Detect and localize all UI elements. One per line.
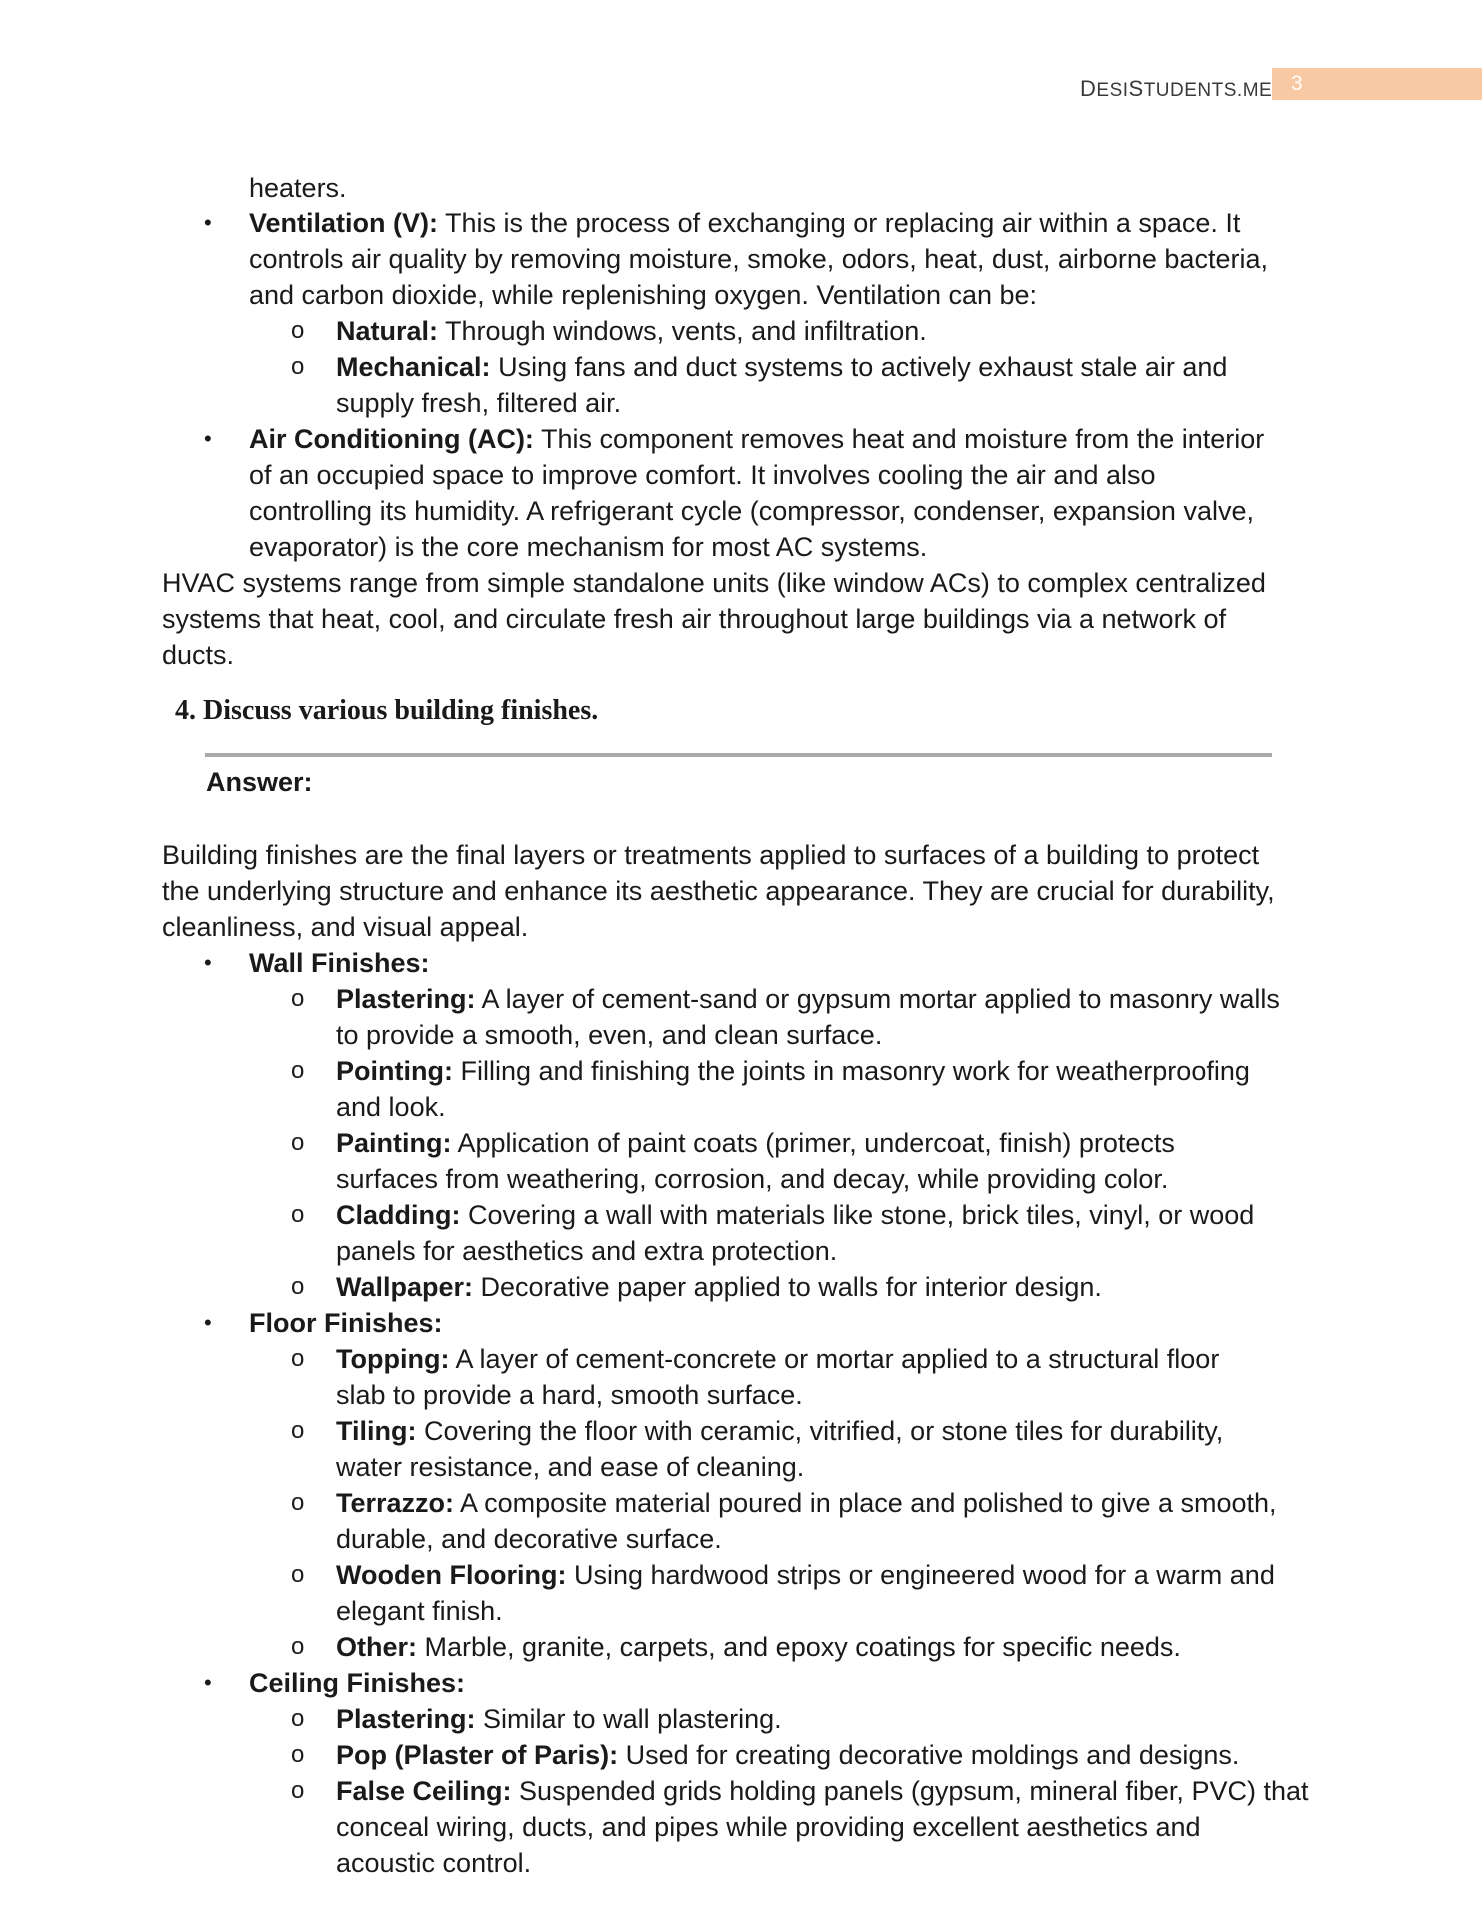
text-line: Building finishes are the final layers or treatments applied to surfaces of a building to protect	[162, 840, 1260, 870]
text-span: Decorative paper applied to walls for interior design.	[473, 1272, 1102, 1302]
text-span: Suspended grids holding panels (gypsum, mineral fiber, PVC) that	[511, 1776, 1309, 1806]
sub-bullet-marker: o	[291, 1201, 305, 1228]
text-line: elegant finish.	[336, 1596, 503, 1626]
sub-bullet-marker: o	[291, 1489, 305, 1516]
text-span: Using fans and duct systems to actively exhaust stale air and	[490, 352, 1228, 382]
text-span: Used for creating decorative moldings and designs.	[618, 1740, 1240, 1770]
text-span: This component removes heat and moisture from the interior	[533, 424, 1265, 454]
sub-bullet-marker: o	[291, 1705, 305, 1732]
text-span: A layer of cement-concrete or mortar applied to a structural floor	[449, 1344, 1220, 1374]
terrazzo-title: Terrazzo:	[336, 1488, 455, 1518]
topping-title: Topping:	[336, 1344, 450, 1374]
bullet-marker: •	[204, 426, 212, 451]
text-span: Through windows, vents, and infiltration.	[438, 316, 927, 346]
text-line: acoustic control.	[336, 1848, 532, 1878]
text-line: conceal wiring, ducts, and pipes while providing excellent aesthetics and	[336, 1812, 1201, 1842]
text-span: Covering the floor with ceramic, vitrified, or stone tiles for durability,	[416, 1416, 1224, 1446]
ac-line	[249, 421, 1264, 457]
divider	[205, 753, 1272, 757]
wall-finishes-heading	[249, 945, 430, 981]
pointing-title: Pointing:	[336, 1056, 453, 1086]
sub-bullet-marker: o	[291, 1057, 305, 1084]
plastering-title: Plastering:	[336, 984, 476, 1014]
text-line: to provide a smooth, even, and clean surface.	[336, 1020, 883, 1050]
site-name-part-1: ESI	[1096, 80, 1129, 101]
ac-title: Air Conditioning (AC):	[249, 424, 534, 454]
text-line: cleanliness, and visual appeal.	[162, 912, 529, 942]
pop-title: Pop (Plaster of Paris):	[336, 1740, 619, 1770]
text-line: controlling its humidity. A refrigerant cycle (compressor, condenser, expansion valve,	[249, 496, 1254, 526]
pointing-line	[336, 1053, 1250, 1089]
text-span: This is the process of exchanging or replacing air within a space. It	[438, 208, 1241, 238]
bullet-marker: •	[204, 210, 212, 235]
sub-bullet-marker: o	[291, 1129, 305, 1156]
topping-line	[336, 1341, 1219, 1377]
text-line: ducts.	[162, 640, 235, 670]
text-line: surfaces from weathering, corrosion, and decay, while providing color.	[336, 1164, 1169, 1194]
sub-bullet-marker: o	[291, 1741, 305, 1768]
terrazzo-line	[336, 1485, 1277, 1521]
sub-bullet-marker: o	[291, 985, 305, 1012]
text-line: controls air quality by removing moisture, smoke, odors, heat, dust, airborne bacteria,	[249, 244, 1268, 274]
false-ceiling-title: False Ceiling:	[336, 1776, 512, 1806]
text-span: Marble, granite, carpets, and epoxy coatings for specific needs.	[417, 1632, 1181, 1662]
text-line: supply fresh, filtered air.	[336, 388, 622, 418]
text-line: and carbon dioxide, while replenishing oxygen. Ventilation can be:	[249, 280, 1038, 310]
bullet-marker: •	[204, 950, 212, 975]
site-name-initial-1: D	[1080, 76, 1097, 101]
text-line: systems that heat, cool, and circulate fresh air throughout large buildings via a network of	[162, 604, 1227, 634]
text-line: heaters.	[249, 173, 347, 203]
page-number-tab	[1272, 68, 1482, 100]
sub-bullet-marker: o	[291, 1561, 305, 1588]
wallpaper-line	[336, 1269, 1102, 1305]
ceiling-plastering-line	[336, 1701, 782, 1737]
other-line	[336, 1629, 1181, 1665]
tiling-title: Tiling:	[336, 1416, 417, 1446]
ceiling-finishes-title: Ceiling Finishes:	[249, 1668, 466, 1698]
ventilation-line	[249, 205, 1240, 241]
text-span: Similar to wall plastering.	[475, 1704, 782, 1734]
text-line: water resistance, and ease of cleaning.	[336, 1452, 805, 1482]
text-line: panels for aesthetics and extra protection.	[336, 1236, 838, 1266]
floor-finishes-title: Floor Finishes:	[249, 1308, 443, 1338]
text-line: and look.	[336, 1092, 446, 1122]
painting-title: Painting:	[336, 1128, 452, 1158]
bullet-marker: •	[204, 1310, 212, 1335]
painting-line	[336, 1125, 1175, 1161]
text-line: evaporator) is the core mechanism for most AC systems.	[249, 532, 928, 562]
site-name-initial-2: S	[1128, 76, 1144, 101]
cladding-title: Cladding:	[336, 1200, 461, 1230]
pop-line	[336, 1737, 1239, 1773]
text-line: durable, and decorative surface.	[336, 1524, 722, 1554]
text-span: Application of paint coats (primer, undercoat, finish) protects	[451, 1128, 1175, 1158]
mechanical-line	[336, 349, 1227, 385]
sub-bullet-marker: o	[291, 1273, 305, 1300]
sub-bullet-marker: o	[291, 353, 305, 380]
text-span: A layer of cement-sand or gypsum mortar applied to masonry walls	[475, 984, 1280, 1014]
text-line: of an occupied space to improve comfort. It involves cooling the air and also	[249, 460, 1156, 490]
answer-label: Answer:	[206, 767, 313, 797]
floor-finishes-heading	[249, 1305, 443, 1341]
tiling-line	[336, 1413, 1223, 1449]
sub-bullet-marker: o	[291, 317, 305, 344]
wooden-flooring-line	[336, 1557, 1275, 1593]
site-name	[1080, 76, 1273, 102]
text-span: Using hardwood strips or engineered wood for a warm and	[566, 1560, 1275, 1590]
natural-line	[336, 313, 927, 349]
false-ceiling-line	[336, 1773, 1308, 1809]
text-line: slab to provide a hard, smooth surface.	[336, 1380, 803, 1410]
sub-bullet-marker: o	[291, 1777, 305, 1804]
text-span: Filling and finishing the joints in masonry work for weatherproofing	[452, 1056, 1250, 1086]
wall-finishes-title: Wall Finishes:	[249, 948, 430, 978]
sub-bullet-marker: o	[291, 1345, 305, 1372]
wooden-flooring-title: Wooden Flooring:	[336, 1560, 567, 1590]
text-span: A composite material poured in place and polished to give a smooth,	[454, 1488, 1277, 1518]
ceiling-finishes-heading	[249, 1665, 465, 1701]
site-name-part-2: TUDENTS.ME	[1143, 80, 1273, 101]
text-line: HVAC systems range from simple standalone units (like window ACs) to complex centralized	[162, 568, 1266, 598]
text-line: the underlying structure and enhance its aesthetic appearance. They are crucial for durability,	[162, 876, 1275, 906]
other-title: Other:	[336, 1632, 417, 1662]
question-heading: 4. Discuss various building finishes.	[175, 695, 599, 726]
natural-title: Natural:	[336, 316, 439, 346]
mechanical-title: Mechanical:	[336, 352, 491, 382]
ventilation-title: Ventilation (V):	[249, 208, 438, 238]
cladding-line	[336, 1197, 1254, 1233]
ceiling-plastering-title: Plastering:	[336, 1704, 476, 1734]
wallpaper-title: Wallpaper:	[336, 1272, 474, 1302]
sub-bullet-marker: o	[291, 1633, 305, 1660]
bullet-marker: •	[204, 1670, 212, 1695]
page-number: 3	[1291, 72, 1303, 95]
plastering-line	[336, 981, 1280, 1017]
text-span: Covering a wall with materials like stone, brick tiles, vinyl, or wood	[460, 1200, 1255, 1230]
sub-bullet-marker: o	[291, 1417, 305, 1444]
